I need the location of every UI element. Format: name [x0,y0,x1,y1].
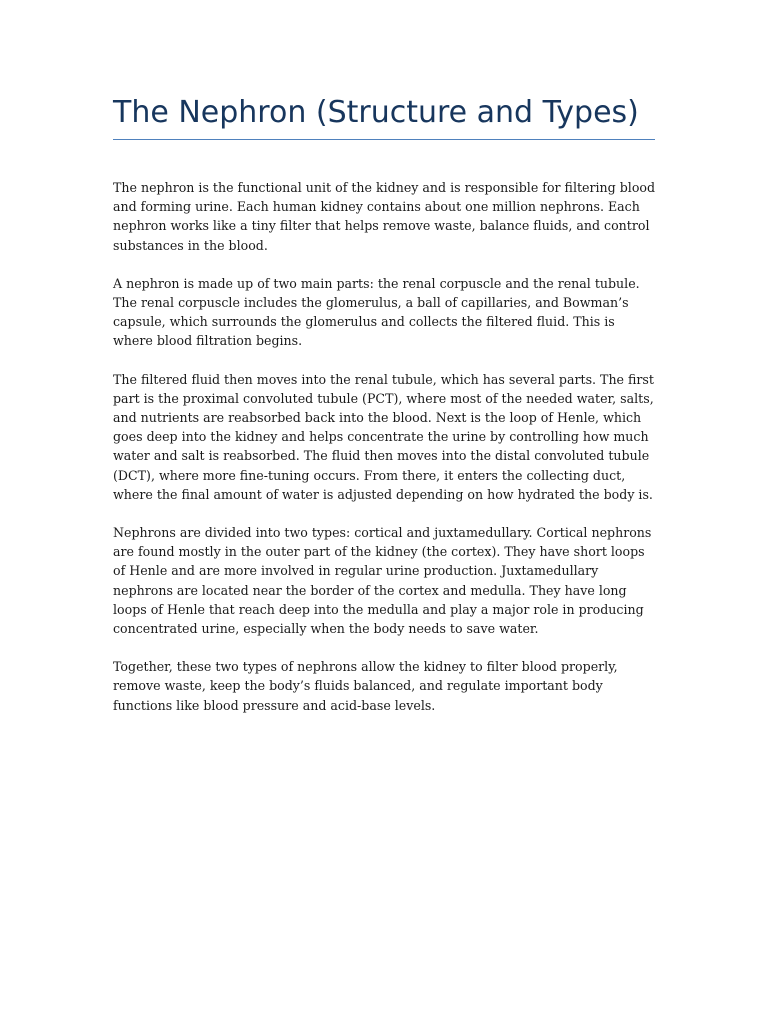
paragraph-structure: A nephron is made up of two main parts: the renal corpuscle and the renal tubule. The renal corpuscle includes the glomerulus, a ball of capillaries, and Bowman’s capsule, which surrounds the glomerulus and collects the filtered fluid. This is where blood filtration begins. [113,275,640,349]
paragraph-tubule: The filtered fluid then moves into the renal tubule, which has several parts. The first part is the proximal convoluted tubule (PCT), where most of the needed water, salts, and nutrients are reabsorbed back into the blood. Next is the loop of Henle, which goes deep into the kidney and helps concentrate the urine by controlling how much water and salt is reabsorbed. The fluid then moves into the distal convoluted tubule (DCT), where more fine-tuning occurs. From there, it enters the collecting duct, where the final amount of water is adjusted depending on how hydrated the body is. [113,371,654,502]
paragraph-intro: The nephron is the functional unit of the kidney and is responsible for filtering blood and forming urine. Each human kidney contains about one million nephrons. Each nephron works like a tiny filter that helps remove waste, balance fluids, and control substances in the blood. [113,180,656,253]
document-body [113,178,657,734]
paragraph-types: Nephrons are divided into two types: cortical and juxtamedullary. Cortical nephrons are found mostly in the outer part of the kidney (the cortex). They have short loops of Henle and are more involved in regular urine production. Juxtamedullary nephrons are located near the border of the cortex and medulla. They have long loops of Henle that reach deep into the medulla and play a major role in producing concentrated urine, especially when the body needs to save water. [113,525,652,637]
paragraph-conclusion: Together, these two types of nephrons allow the kidney to filter blood properly, remove waste, keep the body’s fluids balanced, and regulate important body functions like blood pressure and acid-base levels. [113,659,618,713]
title-underline [113,139,655,140]
document-title: The Nephron (Structure and Types) [113,95,639,130]
